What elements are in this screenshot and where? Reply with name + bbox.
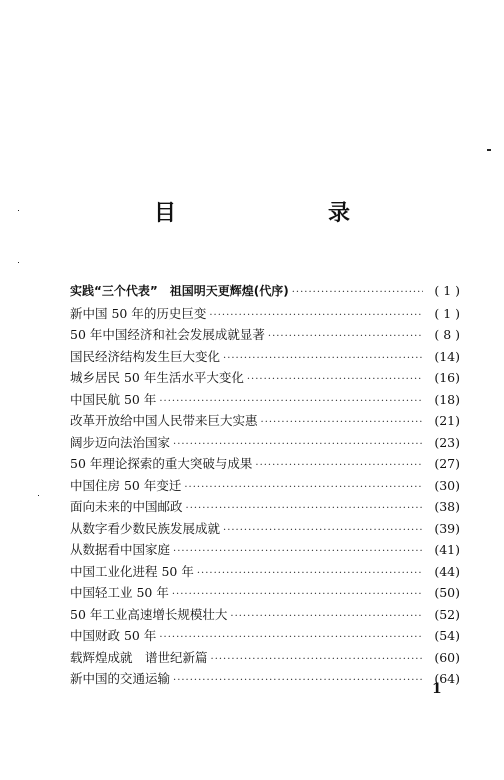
entry-title: 实践“三个代表” 祖国明天更辉煌(代序): [70, 284, 289, 298]
dot-leader: [292, 287, 423, 298]
entry-title: 国民经济结构发生巨大变化: [70, 348, 221, 364]
entry-page: (60): [434, 649, 460, 665]
toc-entry[interactable]: [70, 304, 460, 326]
entry-title: 改革开放给中国人民带来巨大实惠: [70, 413, 258, 428]
dot-leader: [159, 396, 423, 407]
entry-page: (16): [434, 370, 460, 385]
entry-title: 中国民航 50 年: [70, 391, 157, 407]
toc-entry[interactable]: [70, 476, 460, 498]
dot-leader: [197, 568, 423, 579]
toc-entry[interactable]: [70, 648, 460, 670]
dot-leader: [173, 546, 423, 557]
scan-speck: [18, 262, 19, 263]
dot-leader: [230, 611, 423, 622]
dot-leader: [211, 654, 423, 665]
toc-entry[interactable]: [70, 411, 460, 433]
entry-title: 50 年工业高速增长规模壮大: [70, 606, 228, 622]
entry-page: (52): [434, 606, 460, 622]
toc-entry[interactable]: [70, 433, 460, 455]
entry-title: 新中国的交通运输: [70, 671, 171, 686]
entry-page: (21): [434, 413, 460, 428]
dot-leader: [209, 310, 423, 321]
entry-page: (18): [434, 391, 460, 407]
toc-entry[interactable]: [70, 562, 460, 584]
entry-page: (14): [434, 348, 460, 364]
dot-leader: [173, 675, 423, 686]
page-number: 1: [432, 681, 442, 697]
dot-leader: [223, 353, 423, 364]
toc-entry[interactable]: [70, 282, 460, 304]
entry-title: 50 年理论探索的重大突破与成果: [70, 456, 253, 471]
entry-page: (27): [434, 456, 460, 471]
entry-title: 中国工业化进程 50 年: [70, 563, 194, 579]
entry-title: 中国轻工业 50 年: [70, 585, 169, 600]
entry-page: (23): [434, 434, 460, 450]
entry-page: ( 1 ): [434, 283, 460, 298]
entry-title: 载辉煌成就 谱世纪新篇: [70, 649, 208, 665]
dot-leader: [172, 589, 423, 600]
entry-page: (39): [434, 520, 460, 536]
dot-leader: [255, 460, 423, 471]
dot-leader: [159, 632, 423, 643]
entry-page: (41): [434, 542, 460, 557]
toc-entry[interactable]: [70, 347, 460, 369]
entry-title: 50 年中国经济和社会发展成就显著: [70, 327, 265, 342]
toc-entry[interactable]: [70, 583, 460, 605]
entry-page: (50): [434, 585, 460, 600]
entry-title: 阔步迈向法治国家: [70, 434, 171, 450]
entry-title: 面向未来的中国邮政: [70, 499, 183, 514]
entry-page: ( 8 ): [434, 327, 460, 342]
scan-speck: [487, 149, 491, 151]
dot-leader: [186, 503, 423, 514]
entry-page: (38): [434, 499, 460, 514]
dot-leader: [184, 482, 423, 493]
entry-title: 中国财政 50 年: [70, 628, 157, 643]
toc-entry[interactable]: [70, 519, 460, 541]
dot-leader: [261, 417, 423, 428]
scan-speck: [38, 495, 39, 496]
dot-leader: [247, 374, 423, 385]
entry-page: ( 1 ): [434, 305, 460, 321]
toc-entry[interactable]: [70, 368, 460, 390]
entry-page: (64): [434, 671, 460, 686]
toc-entry[interactable]: [70, 325, 460, 347]
dot-leader: [223, 525, 423, 536]
toc-entry[interactable]: [70, 669, 460, 691]
entry-page: (30): [434, 477, 460, 493]
toc-entry[interactable]: [70, 626, 460, 648]
toc-entry[interactable]: [70, 497, 460, 519]
table-of-contents: [70, 282, 460, 691]
toc-entry[interactable]: [70, 390, 460, 412]
dot-leader: [173, 439, 423, 450]
toc-entry[interactable]: [70, 454, 460, 476]
entry-title: 从数字看少数民族发展成就: [70, 520, 221, 536]
entry-title: 新中国 50 年的历史巨变: [70, 305, 207, 321]
entry-page: (54): [434, 628, 460, 643]
entry-title: 城乡居民 50 年生活水平大变化: [70, 370, 244, 385]
entry-page: (44): [434, 563, 460, 579]
toc-heading: 目 录: [153, 201, 386, 226]
toc-entry[interactable]: [70, 605, 460, 627]
entry-title: 中国住房 50 年变迁: [70, 477, 182, 493]
dot-leader: [268, 331, 423, 342]
entry-title: 从数据看中国家庭: [70, 542, 171, 557]
toc-entry[interactable]: [70, 540, 460, 562]
